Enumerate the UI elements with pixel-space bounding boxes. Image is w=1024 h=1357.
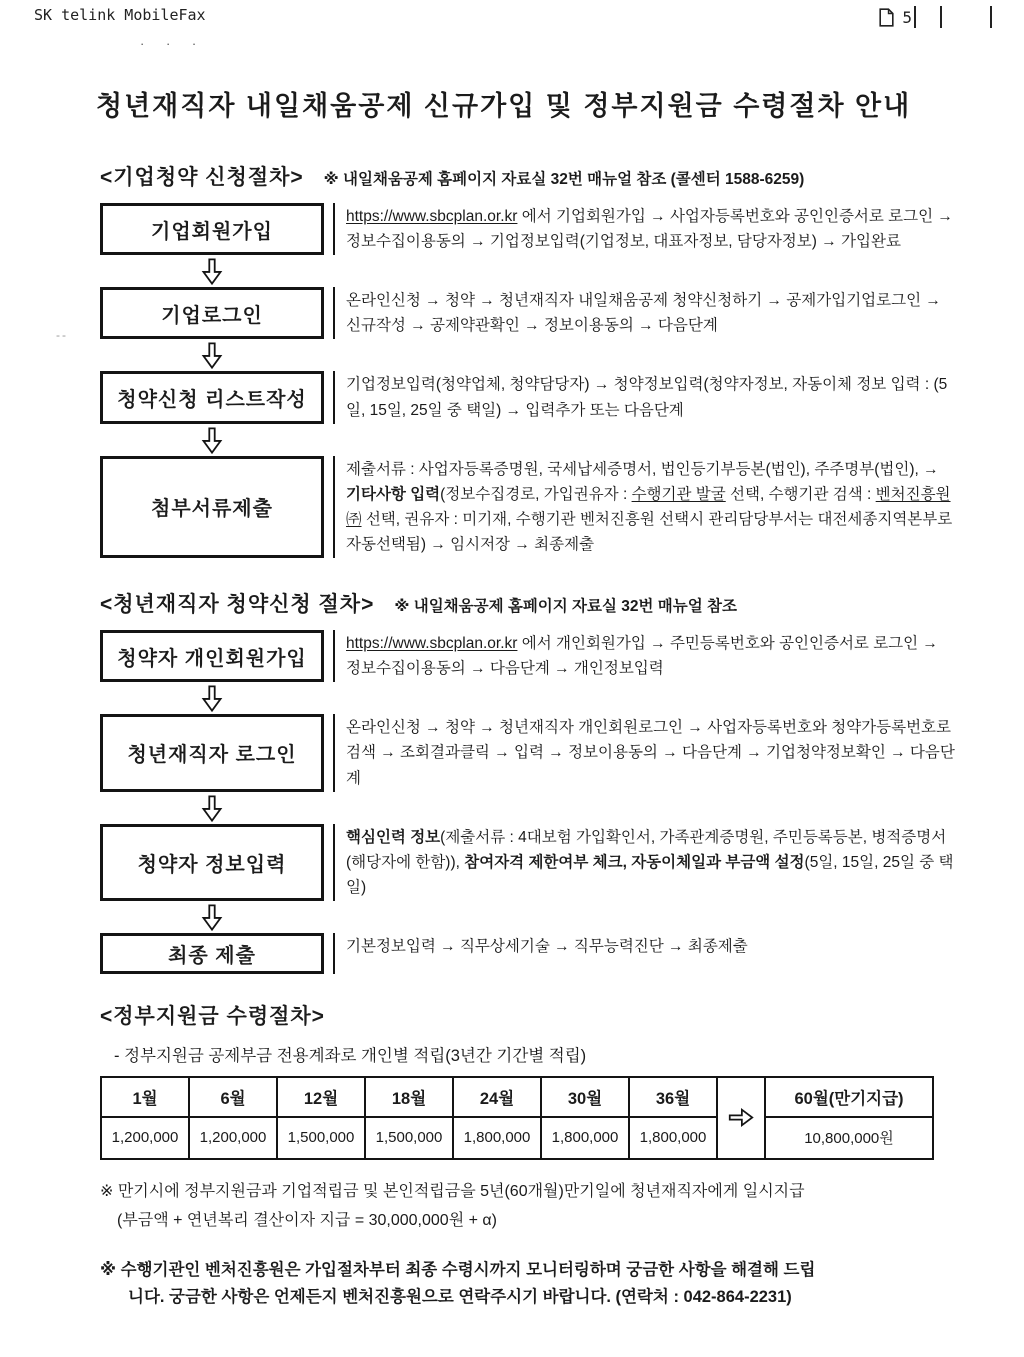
step-box-subscription-list: 청약신청 리스트작성 xyxy=(100,371,324,423)
employee-flowchart xyxy=(100,630,956,974)
scan-artifact-dash: -- xyxy=(56,328,68,342)
month-header-cell: 12월 xyxy=(277,1077,365,1117)
final-amount-cell: 10,800,000원 xyxy=(765,1117,933,1159)
flow-connector xyxy=(100,424,324,456)
table-row xyxy=(101,1077,933,1117)
down-arrow-icon xyxy=(201,427,223,454)
final-month-header-cell: 60월(만기지급) xyxy=(765,1077,933,1117)
down-arrow-icon xyxy=(201,795,223,822)
flow-step-company-login xyxy=(100,287,956,339)
agency-note xyxy=(100,1258,956,1311)
step-box-final-submit: 최종 제출 xyxy=(100,933,324,974)
document-page-icon xyxy=(879,8,894,27)
step-box-company-login: 기업로그인 xyxy=(100,287,324,339)
table-arrow-cell xyxy=(717,1077,765,1159)
section-employee-note: ※ 내일채움공제 홈페이지 자료실 32번 매뉴얼 참조 xyxy=(394,598,737,616)
section-company-heading-row xyxy=(100,161,956,191)
scan-artifact-dots: · · · xyxy=(140,36,206,51)
fax-tick-mark xyxy=(990,6,992,28)
down-arrow-icon xyxy=(201,342,223,369)
step-box-company-signup: 기업회원가입 xyxy=(100,203,324,255)
section-employee-heading: <청년재직자 청약신청 절차> xyxy=(100,593,375,617)
step-desc-subscription-list: 기업정보입력(청약업체, 청약담당자) → 청약정보입력(청약자정보, 자동이체 정보 입력 : (5일, 15일, 25일 중 택일) → 입력추가 또는 다음단계 xyxy=(333,371,956,423)
fax-page-number: 5 xyxy=(902,7,912,27)
step-box-attach-documents: 첨부서류제출 xyxy=(100,456,324,558)
maturity-note-line1: ※ 만기시에 정부지원금과 기업적립금 및 본인적립금을 5년(60개월)만기일에 청년재직자에게 일시지급 xyxy=(100,1182,805,1200)
down-arrow-icon xyxy=(201,258,223,285)
flow-step-employee-login xyxy=(100,714,956,791)
amount-cell: 1,500,000 xyxy=(277,1117,365,1159)
flow-step-company-signup xyxy=(100,203,956,255)
month-header-cell: 36월 xyxy=(629,1077,717,1117)
step-desc-employee-login: 온라인신청 → 청약 → 청년재직자 개인회원로그인 → 사업자등록번호와 청약가등록번호로 검색 → 조회결과클릭 → 입력 → 정보이용동의 → 다음단계 → 기업청약정보확인 → 다음단계 xyxy=(333,714,956,791)
amount-cell: 1,800,000 xyxy=(629,1117,717,1159)
step-desc-final-submit: 기본정보입력 → 직무상세기술 → 직무능력진단 → 최종제출 xyxy=(333,933,956,974)
company-flowchart xyxy=(100,203,956,558)
fax-header xyxy=(0,4,1024,28)
step-desc-personal-signup: https://www.sbcplan.or.kr 에서 개인회원가입 → 주민등록번호와 공인인증서로 로그인 → 정보수집이용동의 → 다음단계 → 개인정보입력 xyxy=(333,630,956,682)
amount-cell: 1,200,000 xyxy=(189,1117,277,1159)
flow-connector xyxy=(100,339,324,371)
flow-connector xyxy=(100,255,324,287)
section-company-note: ※ 내일채움공제 홈페이지 자료실 32번 매뉴얼 참조 (콜센터 1588-6259) xyxy=(323,171,805,188)
maturity-note xyxy=(100,1180,956,1234)
step-box-employee-login: 청년재직자 로그인 xyxy=(100,714,324,791)
subsidy-bullet: - 정부지원금 공제부금 전용계좌로 개인별 적립(3년간 기간별 적립) xyxy=(114,1046,587,1065)
document-body xyxy=(100,161,956,1311)
section-subsidy-heading: <정부지원금 수령절차> xyxy=(100,1004,325,1028)
amount-cell: 1,800,000 xyxy=(453,1117,541,1159)
document-title: 청년재직자 내일채움공제 신규가입 및 정부지원금 수령절차 안내 xyxy=(96,91,912,121)
table-row xyxy=(101,1117,933,1159)
section-subsidy-heading-row xyxy=(100,1000,956,1030)
step-desc-company-login: 온라인신청 → 청약 → 청년재직자 내일채움공제 청약신청하기 → 공제가입기업로그인 → 신규작성 → 공제약관확인 → 정보이용동의 → 다음단계 xyxy=(333,287,956,339)
month-header-cell: 1월 xyxy=(101,1077,189,1117)
flow-connector xyxy=(100,682,324,714)
subsidy-schedule-table xyxy=(100,1076,934,1160)
agency-note-line2: 니다. 궁금한 사항은 언제든지 벤처진흥원으로 연락주시기 바랍니다. (연락처 : 042-864-2231) xyxy=(128,1288,792,1307)
down-arrow-icon xyxy=(201,904,223,931)
flow-step-applicant-info xyxy=(100,824,956,901)
month-header-cell: 6월 xyxy=(189,1077,277,1117)
step-desc-attach-documents: 제출서류 : 사업자등록증명원, 국세납세증명서, 법인등기부등본(법인), 주주명부(법인), → 기타사항 입력(정보수집경로, 가입권유자 : 수행기관 발굴 선택, 수행기관 검색 : 벤처진흥원㈜ 선택, 권유자 : 미기재, 수행기관 벤처진흥원 선택시 관리담당부서는 대전세종지역본부로 자동선택됨) → 임시저장 → 최종제출 xyxy=(333,456,956,558)
month-header-cell: 30월 xyxy=(541,1077,629,1117)
section-employee-heading-row xyxy=(100,588,956,618)
right-arrow-icon xyxy=(728,1107,754,1128)
month-header-cell: 18월 xyxy=(365,1077,453,1117)
flow-connector xyxy=(100,792,324,824)
fax-tick-mark xyxy=(914,6,916,28)
step-desc-applicant-info: 핵심인력 정보(제출서류 : 4대보험 가입확인서, 가족관계증명원, 주민등록등본, 병적증명서(해당자에 한함)), 참여자격 제한여부 체크, 자동이체일과 부금액 설정(5일, 15일, 25일 중 택일) xyxy=(333,824,956,901)
amount-cell: 1,800,000 xyxy=(541,1117,629,1159)
flow-step-personal-signup xyxy=(100,630,956,682)
section-company-heading: <기업청약 신청절차> xyxy=(100,166,304,189)
flow-step-final-submit xyxy=(100,933,956,974)
down-arrow-icon xyxy=(201,685,223,712)
flow-step-subscription-list xyxy=(100,371,956,423)
amount-cell: 1,200,000 xyxy=(101,1117,189,1159)
flow-connector xyxy=(100,901,324,933)
fax-sender-label: SK telink MobileFax xyxy=(34,6,206,24)
flow-step-attach-documents xyxy=(100,456,956,558)
fax-page-indicator xyxy=(879,6,1006,28)
step-desc-company-signup: https://www.sbcplan.or.kr 에서 기업회원가입 → 사업자등록번호와 공인인증서로 로그인 → 정보수집이용동의 → 기업정보입력(기업정보, 대표자정보, 담당자정보) → 가입완료 xyxy=(333,203,956,255)
agency-note-line1: ※ 수행기관인 벤처진흥원은 가입절차부터 최종 수령시까지 모니터링하며 궁금한 사항을 해결해 드립 xyxy=(100,1260,816,1279)
fax-tick-mark xyxy=(940,6,942,28)
month-header-cell: 24월 xyxy=(453,1077,541,1117)
step-box-personal-signup: 청약자 개인회원가입 xyxy=(100,630,324,682)
amount-cell: 1,500,000 xyxy=(365,1117,453,1159)
maturity-note-line2: (부금액 + 연년복리 결산이자 지급 = 30,000,000원 + α) xyxy=(117,1211,497,1229)
step-box-applicant-info: 청약자 정보입력 xyxy=(100,824,324,901)
